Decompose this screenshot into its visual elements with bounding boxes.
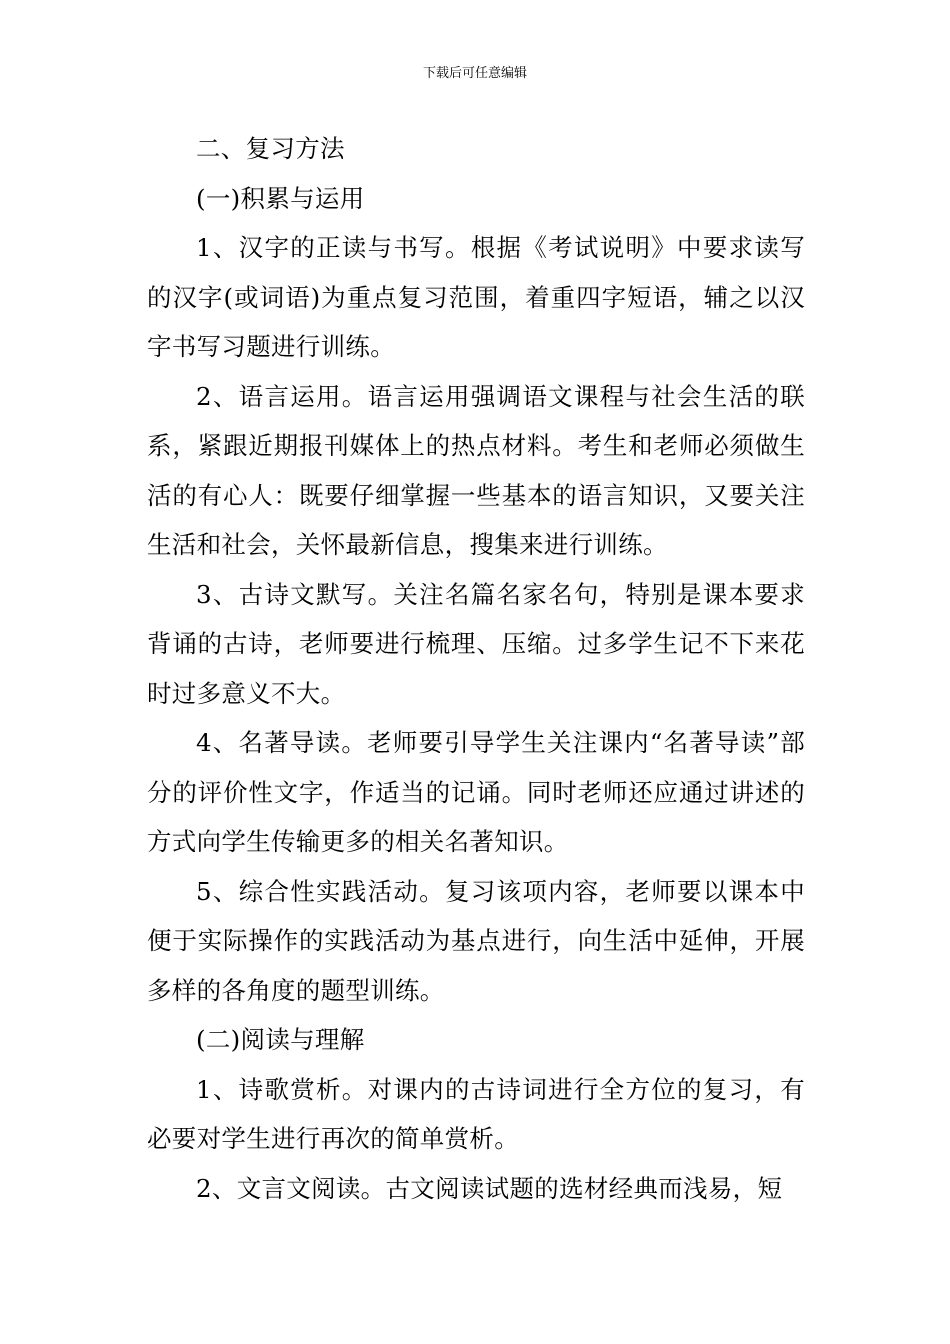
paragraph-classical-poetry-dictation: 3、古诗文默写。关注名篇名家名句，特别是课本要求背诵的古诗，老师要进行梳理、压缩。过多学生记不下来花时过多意义不大。 — [147, 579, 805, 708]
paragraph-language-use: 2、语言运用。语言运用强调语文课程与社会生活的联系，紧跟近期报刊媒体上的热点材料。考生和老师必须做生活的有心人：既要仔细掌握一些基本的语言知识，又要关注生活和社会，关怀最新信息，搜集来进行训练。 — [147, 381, 805, 559]
header-note: 下载后可任意编辑 — [422, 66, 527, 81]
paragraph-chinese-characters: 1、汉字的正读与书写。根据《考试说明》中要求读写的汉字(或词语)为重点复习范围，着重四字短语，辅之以汉字书写习题进行训练。 — [147, 233, 805, 361]
paragraph-classics-guide: 4、名著导读。老师要引导学生关注课内“名著导读”部分的评价性文字，作适当的记诵。同时老师还应通过讲述的方式向学生传输更多的相关名著知识。 — [147, 728, 805, 856]
subsection-heading-accumulation: (一)积累与运用 — [196, 183, 365, 213]
paragraph-practice-activities: 5、综合性实践活动。复习该项内容，老师要以课本中便于实际操作的实践活动为基点进行，向生活中延伸，开展多样的各角度的题型训练。 — [147, 876, 805, 1005]
paragraph-classical-chinese-reading: 2、文言文阅读。古文阅读试题的选材经典而浅易，短 — [196, 1173, 783, 1203]
section-heading-methods: 二、复习方法 — [196, 134, 345, 163]
subsection-heading-reading: (二)阅读与理解 — [196, 1025, 365, 1054]
document-body — [147, 124, 805, 1213]
paragraph-poetry-appreciation: 1、诗歌赏析。对课内的古诗词进行全方位的复习，有必要对学生进行再次的简单赏析。 — [147, 1074, 805, 1153]
